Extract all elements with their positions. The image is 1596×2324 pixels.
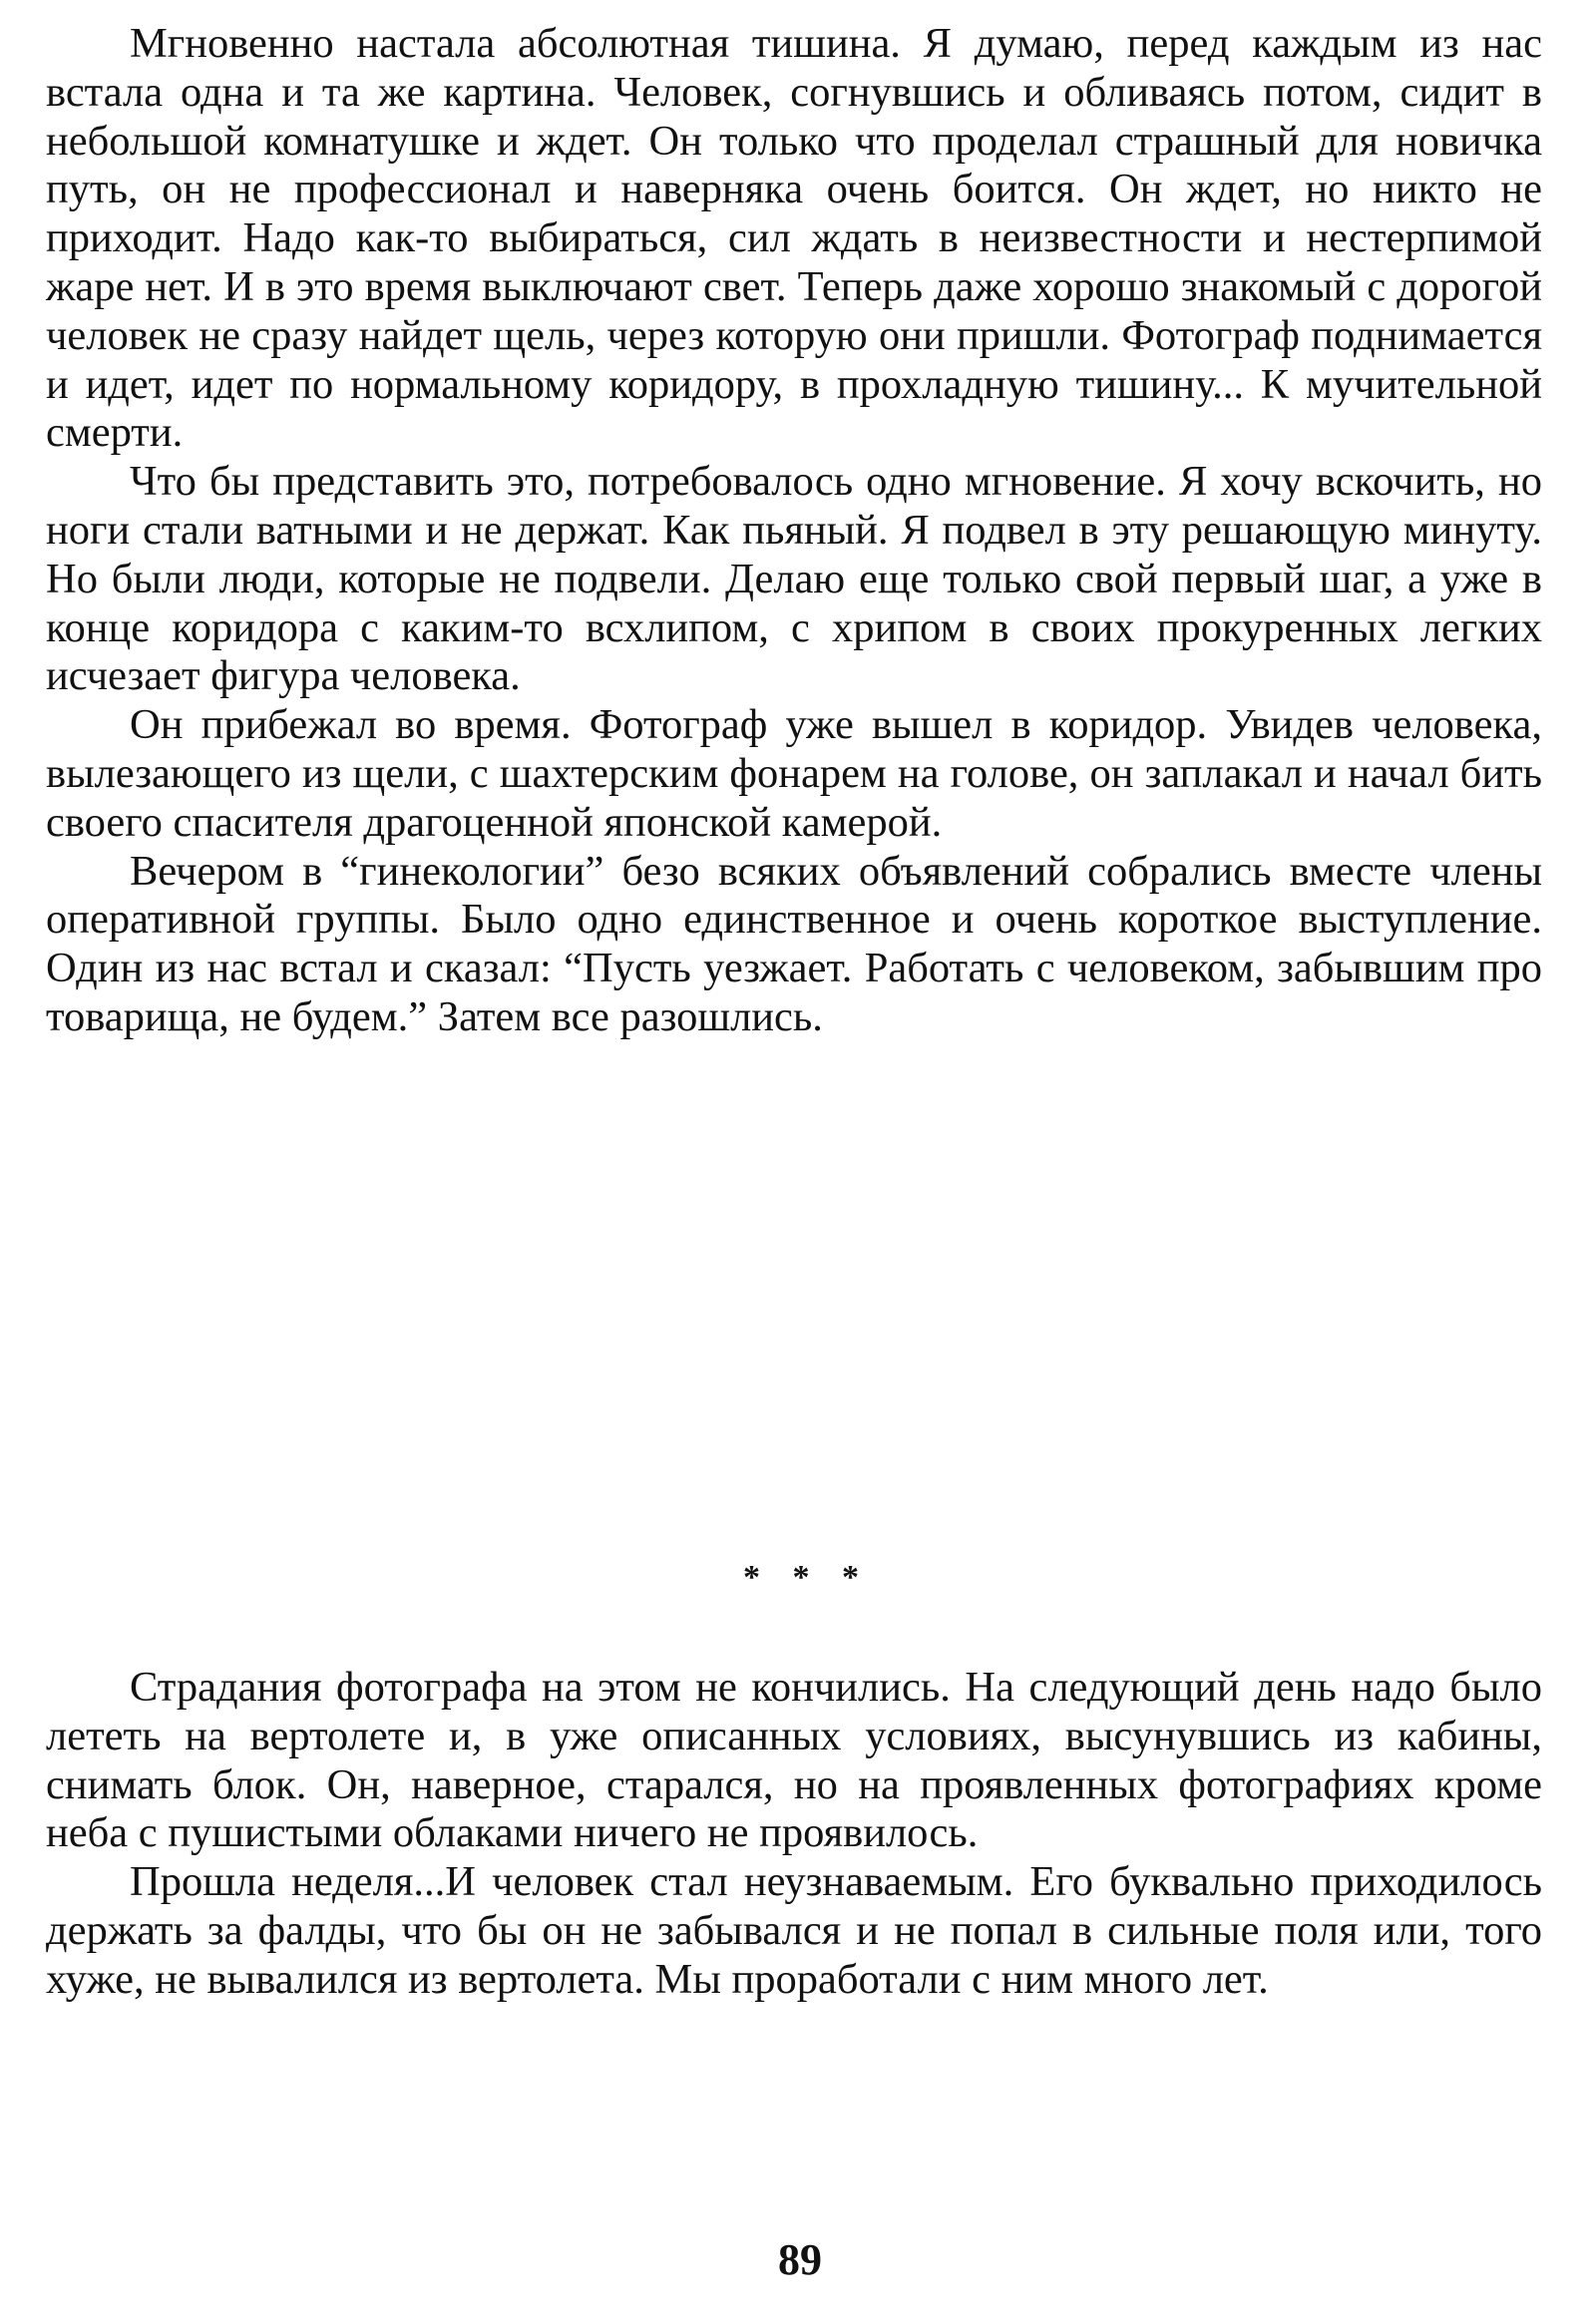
paragraph: Что бы представить это, потребовалось одно мгновение. Я хочу вскочить, но ноги стали ватными и не держат. Как пьяный. Я подвел в эту решающую минуту. Но были люди, которые не подвели. Делаю еще только свой первый шаг, а уже в конце коридора с каким-то всхлипом, с хрипом в своих прокуренных легких исчезает фигура человека. [46, 458, 1542, 700]
section-separator: * * * [743, 1559, 871, 1596]
paragraph: Вечером в “гинекологии” безо всяких объявлений собрались вместе члены оперативной группы. Было одно единственное и очень короткое выступление. Один из нас встал и сказал: “Пусть уезжает. Работать с человеком, забывшим про товарища, не будем.” Затем все разошлись. [46, 847, 1542, 1040]
text-section-one [46, 20, 1542, 1042]
paragraph: Прошла неделя...И человек стал неузнаваемым. Его буквально приходилось держать за фалды, что бы он не забывался и не попал в сильные поля или, того хуже, не вывалился из вертолета. Мы проработали с ним много лет. [46, 1858, 1542, 2003]
page-number: 89 [778, 2235, 822, 2284]
paragraph: Страдания фотографа на этом не кончились. На следующий день надо было лететь на вертолете и, в уже описанных условиях, высунувшись из кабины, снимать блок. Он, наверное, старался, но на проявленных фотографиях кроме неба с пушистыми облаками ничего не проявилось. [46, 1664, 1542, 1857]
text-section-two [46, 1664, 1542, 2005]
paragraph: Мгновенно настала абсолютная тишина. Я думаю, перед каждым из нас встала одна и та же картина. Человек, согнувшись и обливаясь потом, сидит в небольшой комнатушке и ждет. Он только что проделал страшный для новичка путь, он не профессионал и наверняка очень боится. Он ждет, но никто не приходит. Надо как-то выбираться, сил ждать в неизвестности и нестерпимой жаре нет. И в это время выключают свет. Теперь даже хорошо знакомый с дорогой человек не сразу найдет щель, через которую они пришли. Фотограф поднимается и идет, идет по нормальному коридору, в прохладную тишину... К мучительной смерти. [46, 20, 1542, 457]
paragraph: Он прибежал во время. Фотограф уже вышел в коридор. Увидев человека, вылезающего из щели, с шахтерским фонарем на голове, он заплакал и начал бить своего спасителя драгоценной японской камерой. [46, 701, 1542, 846]
